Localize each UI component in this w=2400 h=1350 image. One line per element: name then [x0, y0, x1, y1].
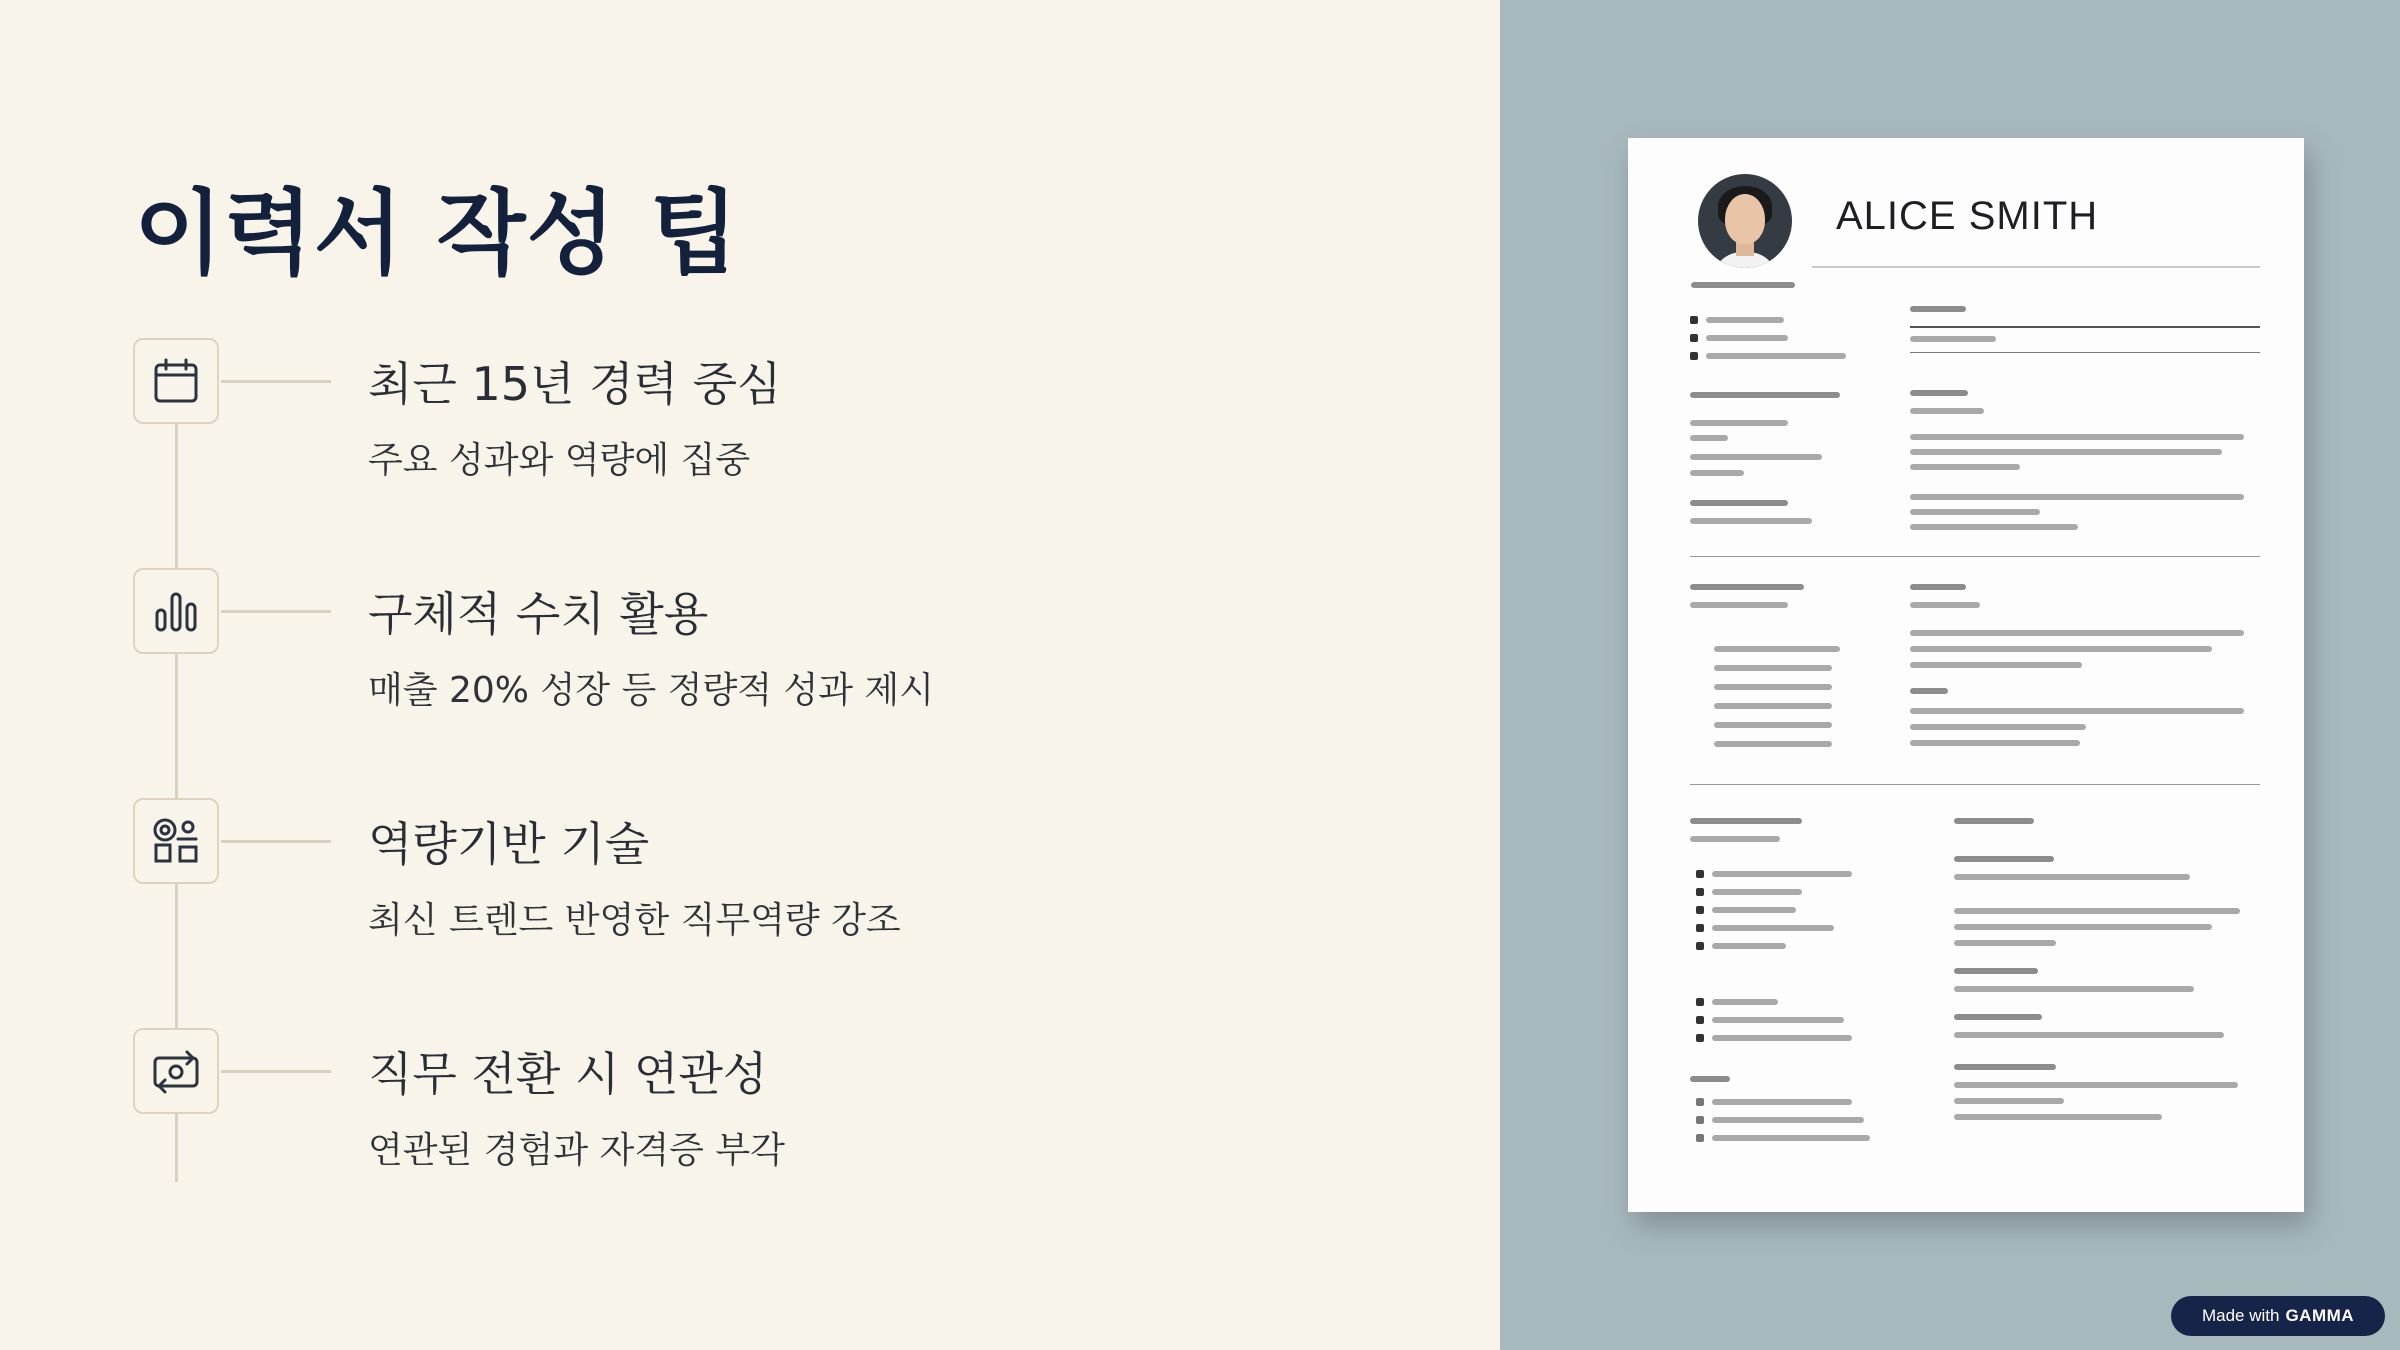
calendar-icon: [133, 338, 219, 424]
tip-description: 연관된 경험과 자격증 부각: [368, 1130, 785, 1171]
avatar: [1698, 174, 1792, 268]
tip-description: 매출 20% 성장 등 정량적 성과 제시: [368, 670, 934, 711]
made-with-badge[interactable]: [2171, 1296, 2385, 1336]
transfer-icon: [133, 1028, 219, 1114]
tip-item-4: [0, 1028, 1500, 1258]
tip-title: 직무 전환 시 연관성: [368, 1047, 768, 1101]
bar-chart-icon: [133, 568, 219, 654]
resume-image: [1628, 138, 2304, 1212]
tip-title: 역량기반 기술: [368, 817, 650, 871]
badge-prefix: Made with: [2201, 1306, 2280, 1325]
page-title: 이력서 작성 팁: [134, 180, 740, 287]
connector-line: [221, 380, 331, 383]
right-panel: [1500, 0, 2400, 1350]
tip-description: 최신 트렌드 반영한 직무역량 강조: [368, 900, 901, 941]
gamma-logo: GAMMA: [2285, 1306, 2355, 1325]
tip-item-3: [0, 798, 1500, 1028]
connector-line: [221, 1070, 331, 1073]
tip-item-1: [0, 338, 1500, 568]
connector-line: [221, 840, 331, 843]
tip-title: 최근 15년 경력 중심: [368, 357, 782, 411]
tip-title: 구체적 수치 활용: [368, 587, 709, 641]
tip-item-2: [0, 568, 1500, 798]
skills-icon: [133, 798, 219, 884]
tip-description: 주요 성과와 역량에 집중: [368, 440, 751, 481]
resume-name: ALICE SMITH: [1836, 194, 2099, 238]
connector-line: [221, 610, 331, 613]
